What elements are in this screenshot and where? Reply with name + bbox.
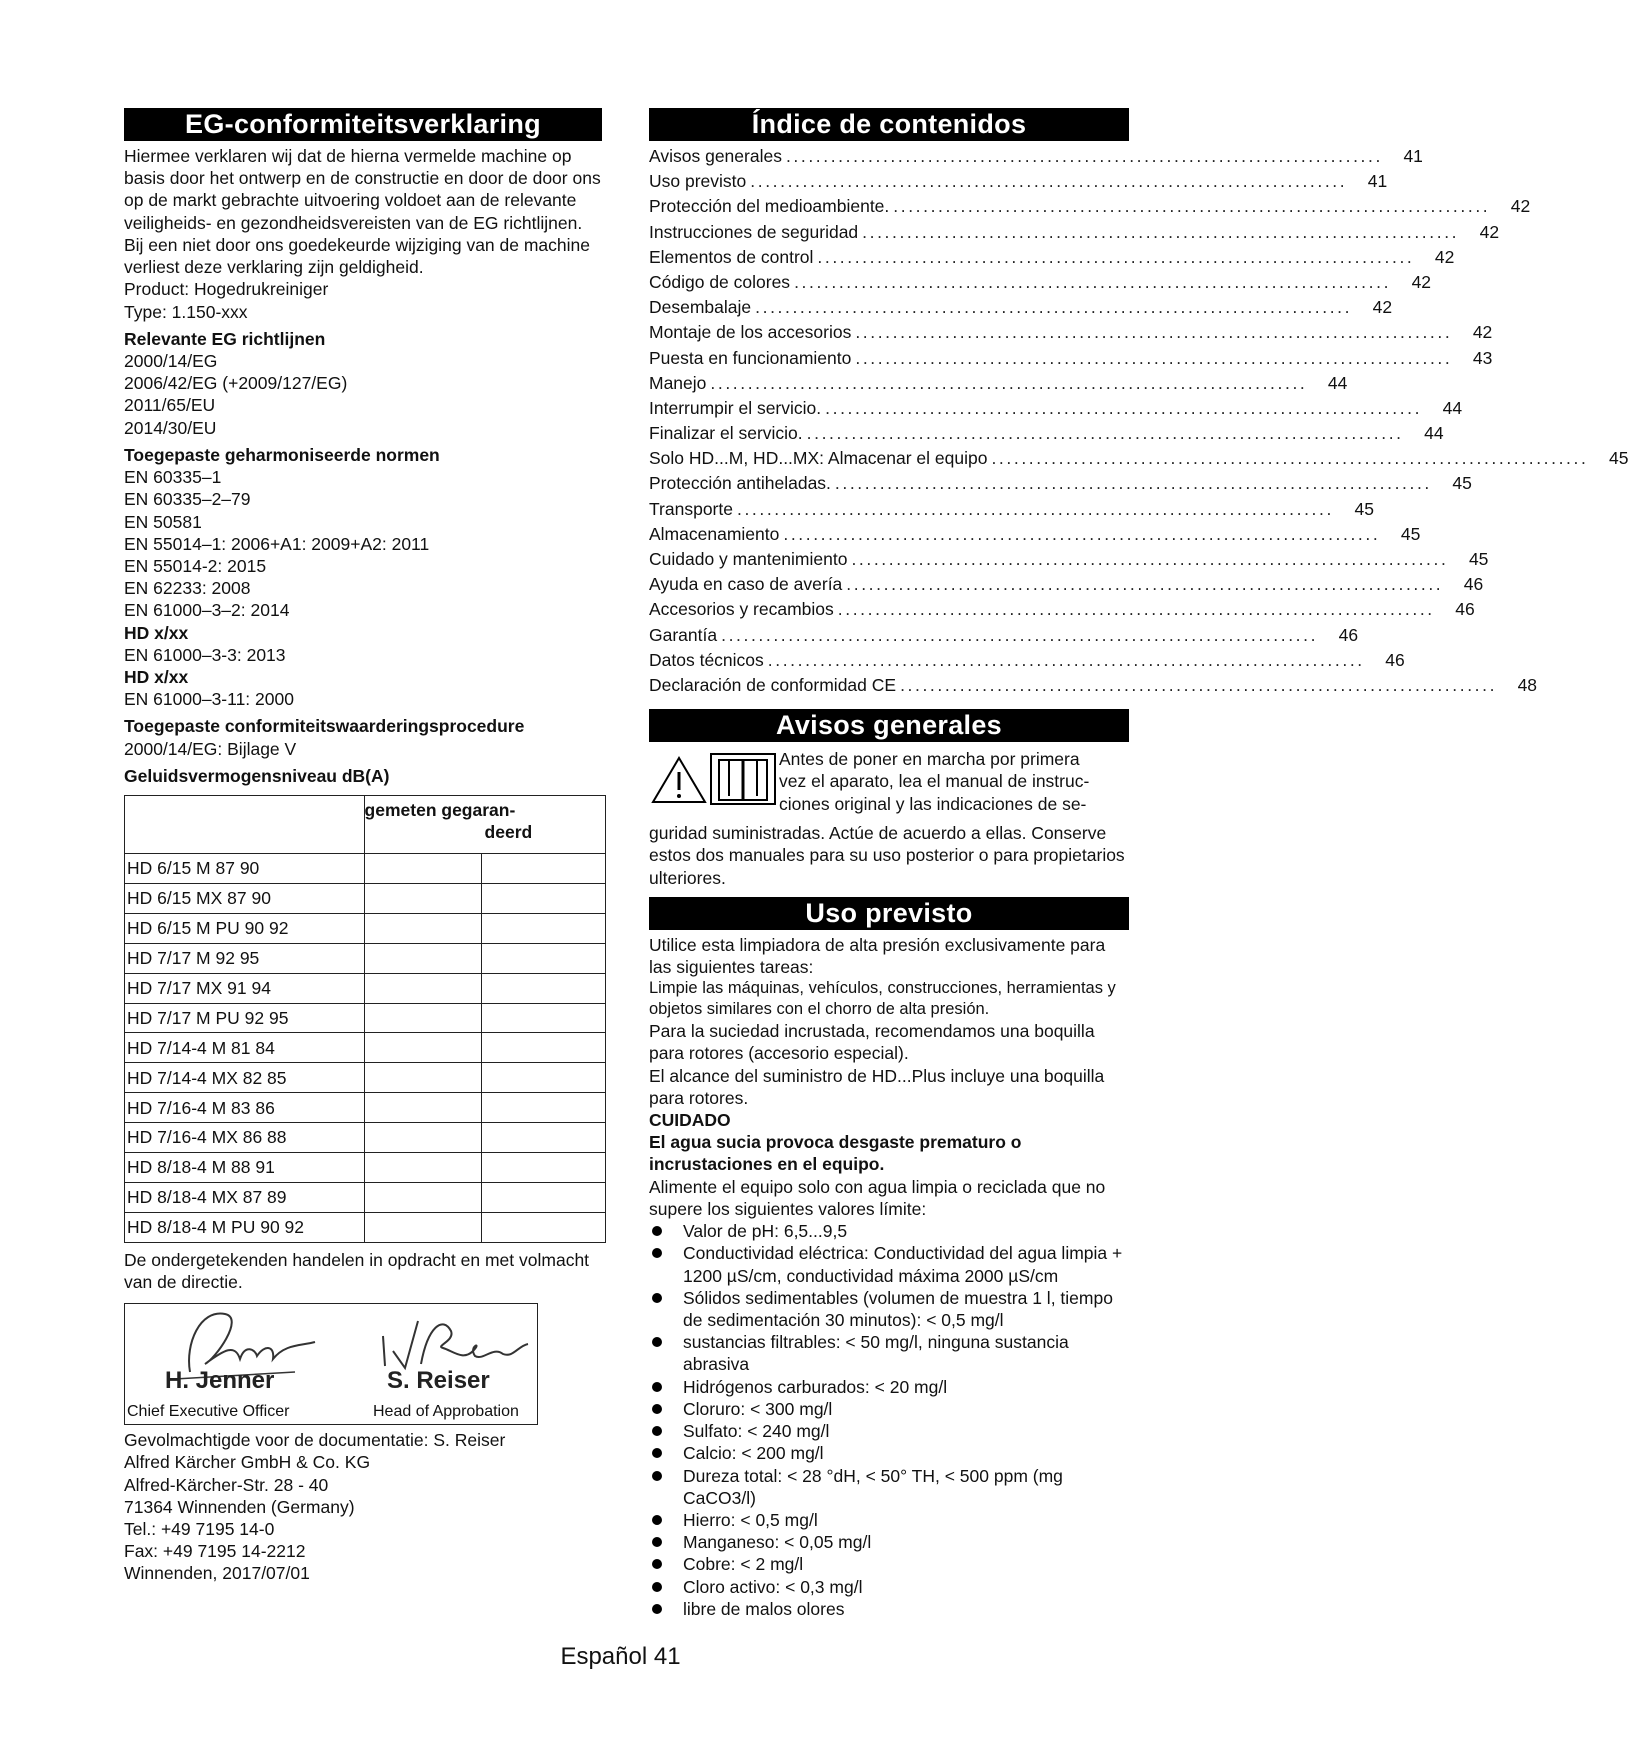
standard-item: EN 55014–1: 2006+A1: 2009+A2: 2011 [124, 533, 430, 554]
list-item: Cloro activo: < 0,3 mg/l [649, 1576, 1129, 1598]
toc-entry[interactable] [649, 221, 1500, 246]
table-row [125, 943, 606, 973]
contact-line: Gevolmachtigde voor de documentatie: S. Reiser [124, 1430, 506, 1451]
ec-declaration-title: EG-conformiteitsverklaring [124, 108, 602, 141]
noise-heading: Geluidsvermogensniveau dB(A) [124, 765, 390, 786]
toc-leader-dots: ................................................................................ [794, 271, 1392, 292]
toc-entry[interactable] [649, 372, 1348, 397]
toc-entry[interactable] [649, 624, 1359, 649]
directive-item: 2014/30/EU [124, 417, 217, 438]
signatory-1-name: H. Jenner [165, 1367, 275, 1395]
directives-list [124, 350, 602, 439]
standard-item: EN 55014-2: 2015 [124, 555, 267, 576]
table-row [125, 913, 606, 943]
table-row [125, 973, 606, 1003]
toc-entry-label: Interrumpir el servicio. [649, 397, 822, 418]
notice-icons [649, 748, 779, 822]
documentation-contact [124, 1429, 602, 1585]
toc-entry-label: Transporte [649, 498, 733, 519]
directive-item: 2011/65/EU [124, 395, 216, 416]
toc-entry-label: Instrucciones de seguridad [649, 221, 859, 242]
list-item: Valor de pH: 6,5...9,5 [649, 1220, 1129, 1242]
signatory-1-role: Chief Executive Officer [127, 1402, 290, 1420]
model-cell: HD 8/18-4 MX 87 89 [125, 1182, 365, 1212]
toc-entry-label: Ayuda en caso de avería [649, 574, 843, 595]
standard-item: EN 61000–3-3: 2013 [124, 644, 286, 665]
toc-entry-label: Uso previsto [649, 171, 747, 192]
noise-level-table [124, 795, 606, 1243]
toc-entry-page: 46 [1385, 649, 1405, 670]
toc-entry[interactable] [649, 472, 1472, 497]
toc-entry[interactable] [649, 674, 1538, 699]
toc-entry[interactable] [649, 145, 1423, 170]
list-item: libre de malos olores [649, 1598, 1129, 1620]
toc-entry-label: Protección del medioambiente. [649, 196, 890, 217]
contact-line: Fax: +49 7195 14-2212 [124, 1541, 306, 1562]
model-cell: HD 8/18-4 M 88 91 [125, 1153, 365, 1183]
toc-title: Índice de contenidos [649, 108, 1129, 141]
procedure-text: 2000/14/EG: Bijlage V [124, 738, 297, 759]
model-cell: HD 8/18-4 M PU 90 92 [125, 1212, 365, 1242]
table-header-cell [125, 796, 365, 854]
signatories-text: De ondergetekenden handelen in opdracht en met volmacht van de directie. [124, 1249, 590, 1292]
toc-entry-page: 42 [1411, 271, 1432, 292]
toc-entry-page: 45 [1400, 523, 1421, 544]
toc-entry-page: 45 [1608, 448, 1628, 469]
toc-entry-page: 44 [1424, 423, 1444, 444]
signatory-2-role: Head of Approbation [373, 1402, 519, 1420]
toc-entry-page: 45 [1452, 473, 1472, 494]
measured-guaranteed-header: gemeten gegaran- [364, 800, 516, 821]
toc-leader-dots: ................................................................................ [855, 322, 1453, 343]
list-item: Dureza total: < 28 °dH, < 50° TH, < 500 ppm (mg CaCO3/l) [649, 1465, 1129, 1509]
table-row [125, 1033, 606, 1063]
toc-entry-page: 45 [1468, 549, 1489, 569]
toc-entry-label: Manejo [649, 372, 707, 393]
warning-and-manual-icon [649, 748, 779, 808]
toc-entry-page: 48 [1517, 674, 1538, 695]
toc-entry-label: Cuidado y mantenimiento [649, 549, 848, 569]
toc-entry[interactable] [649, 195, 1531, 220]
toc-entry-label: Declaración de conformidad CE [649, 674, 897, 695]
toc-leader-dots: ................................................................................ [806, 423, 1404, 444]
toc-leader-dots: ................................................................................ [851, 549, 1449, 569]
intended-use-title: Uso previsto [649, 897, 1129, 930]
type-line: Type: 1.150-xxx [124, 301, 248, 322]
page-footer: Español 41 [560, 1643, 681, 1670]
contact-line: Tel.: +49 7195 14-0 [124, 1519, 275, 1540]
model-cell: HD 7/14-4 MX 82 85 [125, 1063, 365, 1093]
toc-entry-label: Desembalaje [649, 297, 752, 318]
toc-entry-page: 45 [1354, 498, 1374, 519]
standard-item: EN 62233: 2008 [124, 578, 251, 599]
list-item: Conductividad eléctrica: Conductividad del agua limpia + 1200 µS/cm, conductividad máxima 2000 µS/cm [649, 1242, 1129, 1286]
toc-entry[interactable] [649, 170, 1388, 195]
toc-leader-dots: ................................................................................ [767, 649, 1365, 670]
model-cell: HD 7/17 M 92 95 [125, 943, 365, 973]
table-row [125, 884, 606, 914]
table-row [125, 854, 606, 884]
standards-heading: Toegepaste geharmoniseerde normen [124, 444, 440, 465]
directive-item: 2006/42/EG (+2009/127/EG) [124, 373, 348, 394]
toc-entry[interactable] [649, 422, 1444, 447]
list-item: sustancias filtrables: < 50 mg/l, ninguna sustancia abrasiva [649, 1331, 1129, 1375]
directive-item: 2000/14/EG [124, 350, 218, 371]
contact-line: Winnenden, 2017/07/01 [124, 1563, 310, 1584]
signature-box [124, 1303, 538, 1425]
model-cell: HD 6/15 M 87 90 [125, 854, 365, 884]
standard-item: EN 60335–2–79 [124, 489, 251, 510]
caution-label: CUIDADO [649, 1110, 731, 1130]
toc-entry[interactable] [649, 649, 1405, 674]
model-cell: HD 7/16-4 MX 86 88 [125, 1123, 365, 1153]
list-item: Sulfato: < 240 mg/l [649, 1420, 1129, 1442]
list-item: Hidrógenos carburados: < 20 mg/l [649, 1376, 1129, 1398]
toc-entry-page: 43 [1472, 347, 1493, 368]
use-paragraph: El alcance del suministro de HD...Plus incluye una boquilla para rotores. [649, 1065, 1105, 1108]
toc-leader-dots: ................................................................................ [991, 448, 1589, 469]
toc-entry-label: Montaje de los accesorios [649, 322, 852, 343]
list-item: Manganeso: < 0,05 mg/l [649, 1531, 1129, 1553]
signatory-2-name: S. Reiser [387, 1367, 490, 1395]
toc-entry-page: 44 [1442, 397, 1463, 418]
general-notices-title: Avisos generales [649, 709, 1129, 742]
left-column [124, 108, 602, 1585]
toc-entry-label: Solo HD...M, HD...MX: Almacenar el equipo [649, 448, 988, 469]
toc-entry-page: 46 [1463, 574, 1484, 595]
model-cell: HD 6/15 M PU 90 92 [125, 913, 365, 943]
contact-line: Alfred-Kärcher-Str. 28 - 40 [124, 1474, 329, 1495]
toc-entry-page: 41 [1367, 171, 1388, 192]
contact-line: Alfred Kärcher GmbH & Co. KG [124, 1452, 371, 1473]
toc-leader-dots: ................................................................................ [710, 372, 1308, 393]
table-row [125, 1153, 606, 1183]
toc-entry-page: 42 [1372, 297, 1393, 318]
directives-heading: Relevante EG richtlijnen [124, 328, 326, 349]
toc-leader-dots: ................................................................................ [834, 473, 1432, 494]
toc-entry-label: Almacenamiento [649, 523, 780, 544]
table-header-row [125, 796, 606, 854]
toc-entry-page: 42 [1510, 196, 1531, 217]
table-row [125, 1093, 606, 1123]
toc-entry-label: Avisos generales [649, 146, 782, 166]
list-item: Cobre: < 2 mg/l [649, 1553, 1129, 1575]
toc-leader-dots: ................................................................................ [825, 397, 1423, 418]
toc-entry-page: 41 [1403, 146, 1423, 166]
product-line: Product: Hogedrukreiniger [124, 279, 329, 300]
toc-leader-dots: ................................................................................ [783, 523, 1381, 544]
toc-entry-page: 44 [1327, 372, 1348, 393]
toc-leader-dots: ................................................................................ [837, 599, 1435, 620]
toc-entry-label: Accesorios y recambios [649, 599, 834, 620]
notice-line: Antes de poner en marcha por primera [779, 749, 1080, 770]
list-item: Hierro: < 0,5 mg/l [649, 1509, 1129, 1531]
table-row [125, 1123, 606, 1153]
toc-entry-label: Protección antiheladas. [649, 473, 831, 494]
model-cell: HD 7/17 MX 91 94 [125, 973, 365, 1003]
table-row [125, 1212, 606, 1242]
list-item: Sólidos sedimentables (volumen de muestra 1 l, tiempo de sedimentación 30 minutos): < 0,5 mg/l [649, 1287, 1129, 1331]
hd-model-label: HD x/xx [124, 622, 189, 643]
general-notices [649, 748, 1129, 889]
standard-item: EN 50581 [124, 511, 202, 532]
toc-leader-dots: ................................................................................ [785, 146, 1383, 166]
declaration-intro: Hiermee verklaren wij dat de hierna vermelde machine op basis door het ontwerp en de constructie en door de door ons op de markt gebrachte uitvoering voldoet aan de relevante veiligheids- en gezondheidsvereisten van de EG richtlijnen. Bij een niet door ons goedekeurde wijziging van de machine verliest deze verklaring zijn geldigheid. [124, 146, 601, 278]
right-column [649, 108, 1628, 1620]
toc-entry[interactable] [649, 321, 1493, 346]
table-of-contents [649, 145, 1628, 699]
table-row [125, 1182, 606, 1212]
table-row [125, 1003, 606, 1033]
toc-entry-page: 42 [1434, 246, 1455, 267]
toc-entry-label: Puesta en funcionamiento [649, 347, 852, 368]
contact-line: 71364 Winnenden (Germany) [124, 1496, 355, 1517]
standard-item: EN 60335–1 [124, 467, 222, 488]
toc-entry[interactable] [649, 271, 1432, 296]
toc-leader-dots: ................................................................................ [755, 297, 1353, 318]
toc-entry[interactable] [649, 523, 1421, 548]
toc-entry-label: Código de colores [649, 271, 791, 292]
notice-line: vez el aparato, lea el manual de instruc- [779, 771, 1090, 792]
model-cell: HD 7/17 M PU 92 95 [125, 1003, 365, 1033]
use-paragraph: Limpie las máquinas, vehículos, construcciones, herramientas y objetos similares con el chorro de alta presión. [649, 979, 1116, 1019]
toc-entry-label: Garantía [649, 624, 718, 645]
notice-text: guridad suministradas. Actúe de acuerdo a ellas. Conserve estos dos manuales para su uso posterior o para propietarios ulteriores. [649, 823, 1125, 888]
toc-entry-page: 42 [1479, 221, 1500, 242]
table-row [125, 1063, 606, 1093]
standards-list [124, 466, 602, 710]
toc-leader-dots: ................................................................................ [846, 574, 1444, 595]
toc-entry[interactable] [649, 447, 1628, 472]
procedure-heading: Toegepaste conformiteitswaarderingsprocedure [124, 716, 525, 737]
signature-reiser-icon [373, 1306, 533, 1374]
toc-leader-dots: ................................................................................ [855, 347, 1453, 368]
toc-entry-label: Finalizar el servicio. [649, 423, 803, 444]
standard-item: EN 61000–3–2: 2014 [124, 600, 290, 621]
toc-entry-label: Datos técnicos [649, 649, 764, 670]
toc-leader-dots: ................................................................................ [817, 246, 1415, 267]
standard-item: EN 61000–3-11: 2000 [124, 689, 294, 710]
list-item: Cloruro: < 300 mg/l [649, 1398, 1129, 1420]
guaranteed-header-cont: deerd [484, 822, 533, 843]
caution-text: El agua sucia provoca desgaste prematuro o incrustaciones en el equipo. [649, 1132, 1022, 1175]
notice-line: ciones original y las indicaciones de se- [779, 793, 1087, 814]
toc-leader-dots: ................................................................................ [750, 171, 1348, 192]
toc-entry-page: 46 [1338, 624, 1359, 645]
water-requirements: Alimente el equipo solo con agua limpia o reciclada que no supere los siguientes valores límite: [649, 1176, 1106, 1219]
toc-entry[interactable] [649, 347, 1493, 372]
toc-entry-page: 42 [1472, 322, 1493, 343]
use-paragraph: Utilice esta limpiadora de alta presión exclusivamente para las siguientes tareas: [649, 934, 1106, 977]
toc-leader-dots: ................................................................................ [721, 624, 1319, 645]
toc-leader-dots: ................................................................................ [736, 498, 1334, 519]
list-item: Calcio: < 200 mg/l [649, 1442, 1129, 1464]
toc-entry[interactable] [649, 598, 1475, 623]
hd-model-label: HD x/xx [124, 667, 189, 688]
toc-entry[interactable] [649, 397, 1463, 422]
toc-entry[interactable] [649, 296, 1393, 321]
table-header-cell [364, 796, 605, 854]
toc-entry[interactable] [649, 548, 1489, 573]
use-paragraph: Para la suciedad incrustada, recomendamos una boquilla para rotores (accesorio especial). [649, 1021, 1095, 1064]
toc-entry[interactable] [649, 246, 1455, 271]
model-cell: HD 7/16-4 M 83 86 [125, 1093, 365, 1123]
model-cell: HD 6/15 MX 87 90 [125, 884, 365, 914]
toc-leader-dots: ................................................................................ [862, 221, 1460, 242]
model-cell: HD 7/14-4 M 81 84 [125, 1033, 365, 1063]
toc-entry[interactable] [649, 573, 1484, 598]
toc-entry[interactable] [649, 498, 1374, 523]
toc-entry-label: Elementos de control [649, 246, 814, 267]
toc-entry-page: 46 [1455, 599, 1475, 620]
toc-leader-dots: ................................................................................ [900, 674, 1498, 695]
water-limits-list [649, 1220, 1129, 1620]
toc-leader-dots: ................................................................................ [893, 196, 1491, 217]
